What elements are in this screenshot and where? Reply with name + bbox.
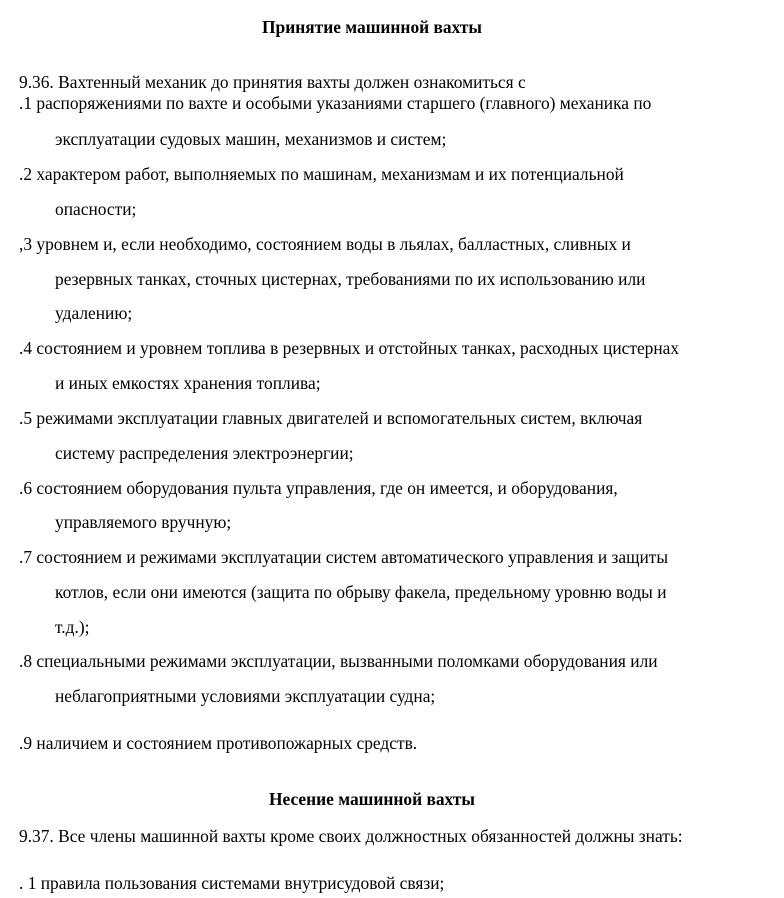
item-6-line-2: управляемого вручную; xyxy=(55,512,232,532)
section-heading-watch-keeping: Несение машинной вахты xyxy=(269,789,475,809)
item-5-line-1: .5 режимами эксплуатации главных двигателей и вспомогательных систем, включая xyxy=(19,408,643,428)
item-1-line-2: эксплуатации судовых машин, механизмов и систем; xyxy=(55,129,447,149)
item-7-line-3: т.д.); xyxy=(55,617,90,637)
item-8-line-2: неблагоприятными условиями эксплуатации судна; xyxy=(55,686,436,706)
item-3-line-1: ,3 уровнем и, если необходимо, состоянием воды в льялах, балластных, сливных и xyxy=(19,234,631,254)
item-7-line-1: .7 состоянием и режимами эксплуатации систем автоматического управления и защиты xyxy=(19,547,669,567)
paragraph-9-37-intro: 9.37. Все члены машинной вахты кроме своих должностных обязанностей должны знать: xyxy=(19,826,683,846)
item-1-line-1: .1 распоряжениями по вахте и особыми указаниями старшего (главного) механика по xyxy=(19,93,652,113)
section-heading-watch-taking: Принятие машинной вахты xyxy=(262,17,482,37)
item-4-line-2: и иных емкостях хранения топлива; xyxy=(55,373,321,393)
paragraph-9-36-intro: 9.36. Вахтенный механик до принятия вахты должен ознакомиться с xyxy=(19,72,526,92)
item-4-line-1: .4 состоянием и уровнем топлива в резервных и отстойных танках, расходных цистернах xyxy=(19,338,680,358)
item-2-line-2: опасности; xyxy=(55,199,137,219)
item-8-line-1: .8 специальными режимами эксплуатации, вызванными поломками оборудования или xyxy=(19,651,658,671)
item-3-line-2: резервных танках, сточных цистернах, требованиями по их использованию или xyxy=(55,269,646,289)
item-5-line-2: систему распределения электроэнергии; xyxy=(55,443,354,463)
item-3-line-3: удалению; xyxy=(55,303,133,323)
item-9-line-1: .9 наличием и состоянием противопожарных средств. xyxy=(19,733,418,753)
item-6-line-1: .6 состоянием оборудования пульта управления, где он имеется, и оборудования, xyxy=(19,478,618,498)
item-7-line-2: котлов, если они имеются (защита по обрыву факела, предельному уровню воды и xyxy=(55,582,667,602)
item-9-37-1-line-1: . 1 правила пользования системами внутрисудовой связи; xyxy=(19,873,445,893)
item-2-line-1: .2 характером работ, выполняемых по машинам, механизмам и их потенциальной xyxy=(19,164,624,184)
